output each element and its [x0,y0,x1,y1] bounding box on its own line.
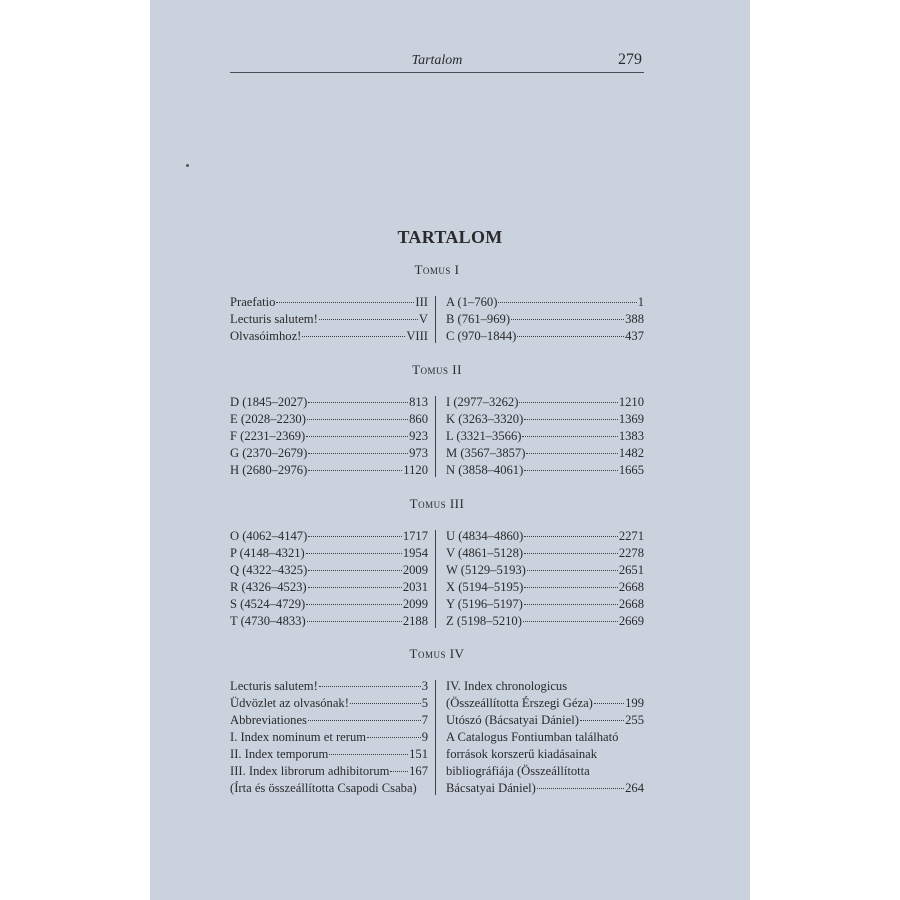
entry-page: 151 [409,747,428,761]
toc-entry [230,428,428,445]
toc-entry [230,411,428,428]
volume-title: Tomus IV [409,646,465,661]
entry-page: 860 [409,412,428,426]
leader-dots [524,535,618,537]
toc-entry [230,596,428,613]
entry-label: N (3858–4061) [446,463,524,477]
volume-section [230,260,644,345]
toc-entry [446,528,644,545]
entry-page: 2009 [402,563,428,577]
entry-page: 813 [409,395,428,409]
entry-label: E (2028–2230) [230,412,306,426]
leader-dots [498,301,636,303]
entry-page: 388 [625,312,644,326]
leader-dots [537,787,624,789]
entry-label: Utószó (Bácsatyai Dániel) [446,713,579,727]
toc-column-left [230,528,428,630]
leader-dots [306,435,408,437]
entry-page: 2651 [618,563,644,577]
entry-label-line: A Catalogus Fontiumban található [446,730,619,744]
toc-entry [230,528,428,545]
entry-label: II. Index temporum [230,747,329,761]
entry-label: Lecturis salutem! [230,679,318,693]
leader-dots [390,770,408,772]
entry-label: Üdvözlet az olvasónak! [230,696,349,710]
toc-entry [446,328,644,345]
entry-label-line: IV. Index chronologicus [446,679,568,693]
entry-label: Praefatio [230,295,276,309]
toc-entry [446,428,644,445]
toc-entry [446,613,644,630]
leader-dots [306,552,402,554]
leader-dots [522,435,617,437]
entry-label-line: bibliográfiája (Összeállította [446,764,590,778]
leader-dots [308,719,421,721]
leader-dots [524,586,618,588]
entry-page: 437 [625,329,644,343]
leader-dots [276,301,414,303]
entry-page: 1120 [403,463,428,477]
toc-entry [230,311,428,328]
entry-label: X (5194–5195) [446,580,524,594]
leader-dots [523,620,618,622]
volume-section [230,360,644,479]
entry-label: G (2370–2679) [230,446,308,460]
entry-page: 1210 [618,395,644,409]
entry-label: Y (5196–5197) [446,597,523,611]
page-number: 279 [618,51,642,68]
toc-entry [446,311,644,328]
toc-entry [446,462,644,479]
volume-title: Tomus I [414,262,460,277]
leader-dots [580,719,624,721]
toc-entry [446,780,644,797]
volume-section [230,494,644,630]
entry-label: Lecturis salutem! [230,312,318,326]
toc-entry [230,678,428,695]
print-speck [186,164,189,167]
entry-label: P (4148–4321) [230,546,305,560]
toc-column-right [446,394,644,479]
toc-entry [230,763,428,780]
entry-page: 2668 [618,597,644,611]
leader-dots [306,603,402,605]
entry-page: 973 [409,446,428,460]
leader-dots [307,418,408,420]
toc-entry [446,695,644,712]
entry-label: III. Index librorum adhibitorum [230,764,390,778]
toc-entry [230,545,428,562]
entry-page: 3 [421,679,428,693]
leader-dots [329,753,408,755]
toc-entry [446,545,644,562]
leader-dots [517,335,624,337]
toc-entry [230,394,428,411]
entry-page: 7 [421,713,428,727]
entry-label: W (5129–5193) [446,563,526,577]
leader-dots [350,702,421,704]
entry-page: 2669 [618,614,644,628]
leader-dots [524,603,618,605]
entry-label: A (1–760) [446,295,498,309]
leader-dots [519,401,617,403]
leader-dots [308,535,402,537]
entry-label: D (1845–2027) [230,395,308,409]
toc-column-right [446,294,644,345]
entry-label: S (4524–4729) [230,597,306,611]
toc-entry [230,328,428,345]
entry-page: 1 [637,295,644,309]
entry-page: 2668 [618,580,644,594]
entry-label: U (4834–4860) [446,529,524,543]
volume-title: Tomus III [409,496,465,511]
entry-page: 1482 [618,446,644,460]
leader-dots [308,452,408,454]
toc-entry [230,462,428,479]
entry-page: III [415,295,428,309]
entry-label: Olvasóimhoz! [230,329,302,343]
toc-entry [230,746,428,763]
leader-dots [319,685,421,687]
toc-column-right [446,678,644,797]
toc-entry [446,596,644,613]
toc-entry [446,445,644,462]
leader-dots [526,452,617,454]
toc-entry [230,294,428,311]
entry-label: Z (5198–5210) [446,614,522,628]
leader-dots [524,552,618,554]
toc-entry [446,579,644,596]
entry-page: 1717 [402,529,428,543]
entry-page: 264 [625,781,644,795]
entry-page: 1369 [618,412,644,426]
toc-entry [446,562,644,579]
entry-page: 199 [625,696,644,710]
author-note: (Írta és összeállította Csapodi Csaba) [230,781,417,795]
running-title: Tartalom [411,53,463,68]
entry-page: 1383 [618,429,644,443]
entry-label: B (761–969) [446,312,511,326]
entry-label: K (3263–3320) [446,412,524,426]
entry-label: Q (4322–4325) [230,563,308,577]
entry-label: M (3567–3857) [446,446,526,460]
toc-entry [230,695,428,712]
entry-page: VIII [406,329,428,343]
toc-column-left [230,394,428,479]
toc-entry [230,445,428,462]
entry-label-line: források korszerű kiadásainak [446,747,598,761]
entry-label: T (4730–4833) [230,614,306,628]
leader-dots [308,586,402,588]
entry-page: 923 [409,429,428,443]
entry-page: 2271 [618,529,644,543]
entry-label: O (4062–4147) [230,529,308,543]
running-header [230,52,644,73]
leader-dots [511,318,624,320]
leader-dots [524,418,618,420]
toc-entry [446,294,644,311]
entry-page: 167 [409,764,428,778]
toc-entry [230,729,428,746]
toc-entry [230,613,428,630]
volume-section [230,644,644,797]
column-divider [435,530,436,628]
entry-page: V [418,312,428,326]
toc-entry [230,562,428,579]
entry-label: I. Index nominum et rerum [230,730,367,744]
column-divider [435,680,436,795]
leader-dots [308,401,408,403]
entry-page: 2188 [402,614,428,628]
toc-column-left [230,294,428,345]
entry-label: Bácsatyai Dániel) [446,781,536,795]
entry-label: H (2680–2976) [230,463,308,477]
entry-page: 2099 [402,597,428,611]
volume-title: Tomus II [412,362,462,377]
entry-label: L (3321–3566) [446,429,522,443]
toc-entry [230,712,428,729]
leader-dots [367,736,421,738]
entry-label: Abbreviationes [230,713,307,727]
leader-dots [308,569,402,571]
toc-column-left [230,678,428,797]
entry-label: I (2977–3262) [446,395,519,409]
page-title: TARTALOM [397,227,503,247]
entry-label: V (4861–5128) [446,546,524,560]
entry-label: F (2231–2369) [230,429,306,443]
leader-dots [302,335,405,337]
column-divider [435,296,436,343]
entry-label: C (970–1844) [446,329,517,343]
entry-page: 9 [421,730,428,744]
entry-label: (Összeállította Érszegi Géza) [446,696,593,710]
entry-page: 2031 [402,580,428,594]
toc-entry [446,411,644,428]
entry-page: 5 [421,696,428,710]
entry-page: 2278 [618,546,644,560]
leader-dots [319,318,418,320]
toc-entry [446,394,644,411]
entry-page: 1954 [402,546,428,560]
book-page [150,0,750,900]
leader-dots [524,469,618,471]
entry-page: 1665 [618,463,644,477]
column-divider [435,396,436,477]
toc-entry [230,579,428,596]
leader-dots [527,569,618,571]
leader-dots [594,702,624,704]
leader-dots [308,469,402,471]
entry-label: R (4326–4523) [230,580,307,594]
toc-column-right [446,528,644,630]
toc-entry [446,712,644,729]
entry-page: 255 [625,713,644,727]
leader-dots [307,620,402,622]
